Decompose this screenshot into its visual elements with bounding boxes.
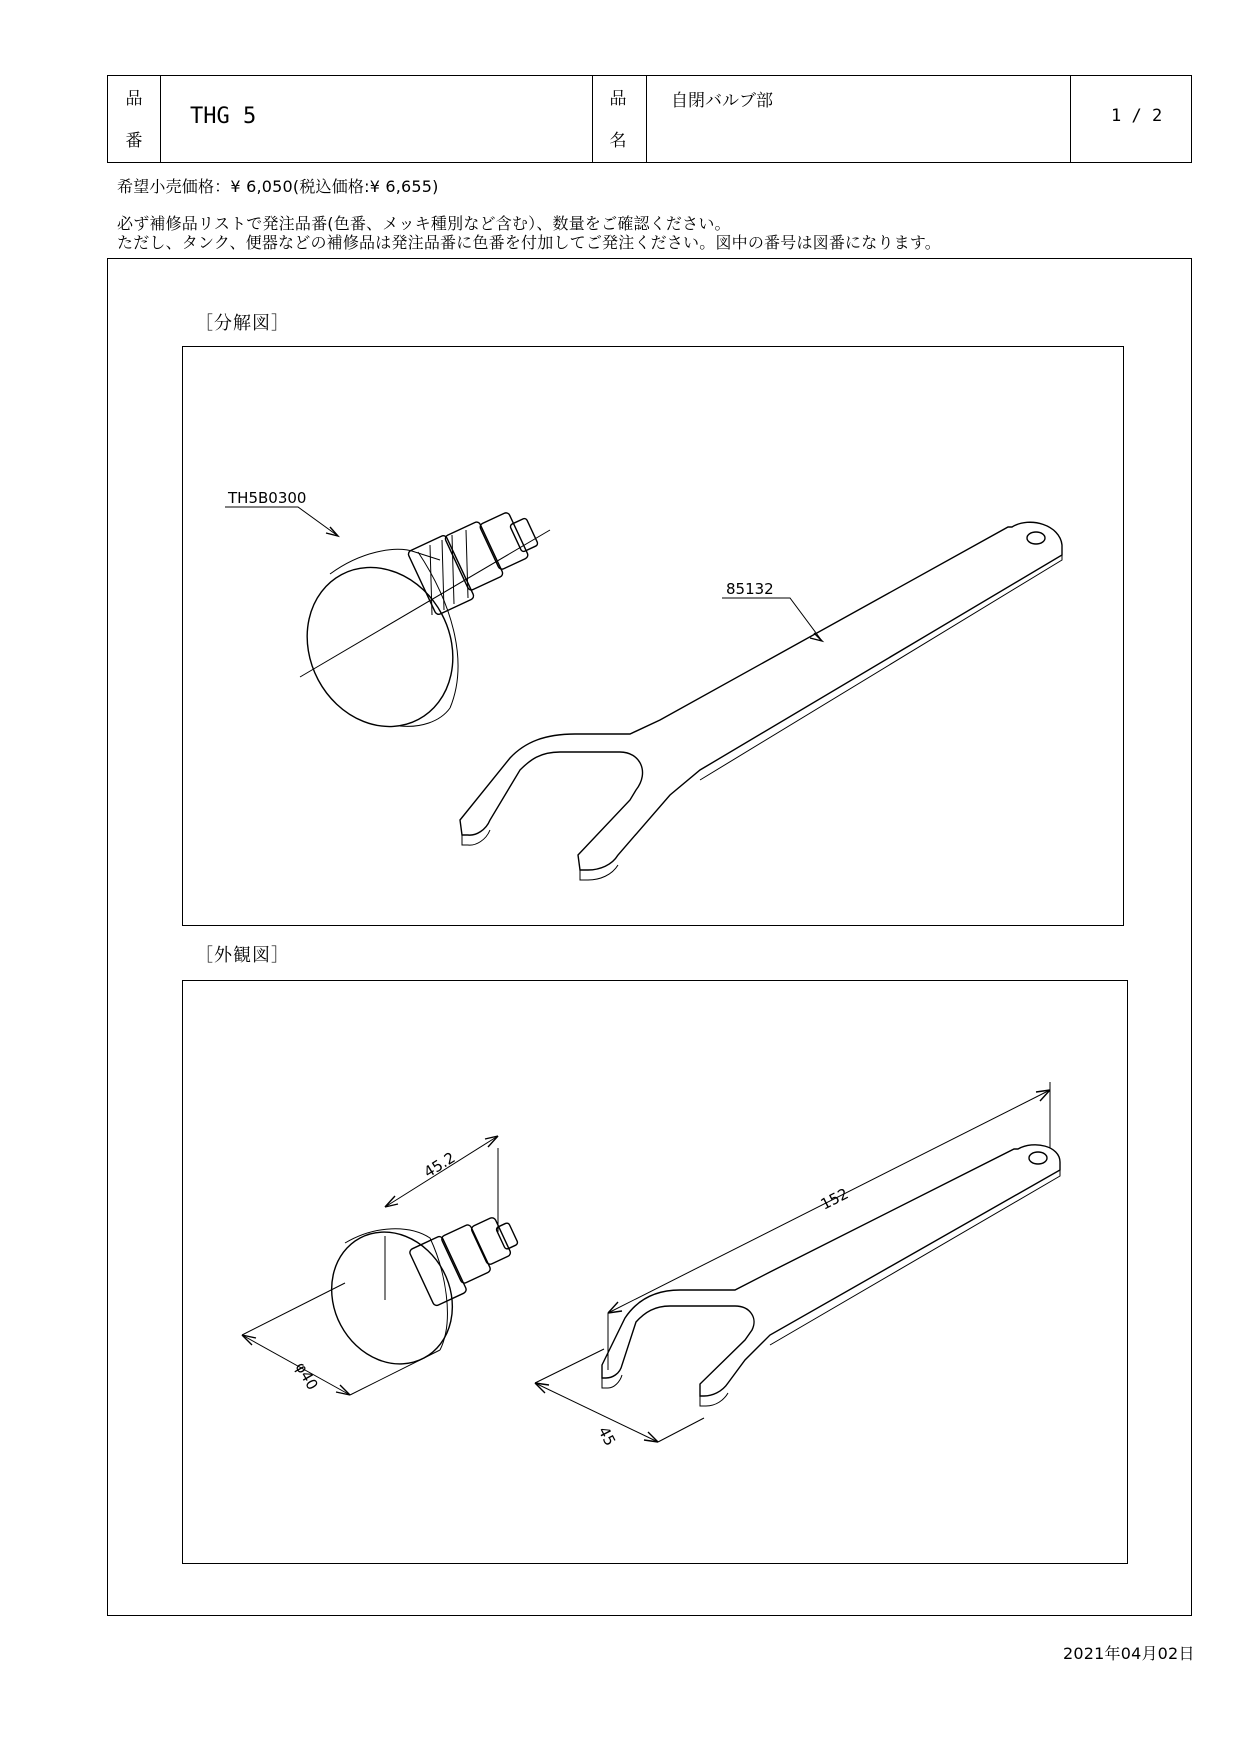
name-label-bottom: 名 <box>609 131 627 151</box>
exploded-view-title: ［分解図］ <box>195 313 290 334</box>
wrench-exploded <box>460 522 1062 880</box>
name-label-top: 品 <box>609 89 627 109</box>
part-name: 自閉バルブ部 <box>671 91 773 111</box>
valve-part-callout: TH5B0300 <box>228 489 307 507</box>
dim-wrench-width: 45 <box>594 1423 620 1449</box>
dim-wrench-length: 152 <box>817 1184 852 1214</box>
issue-date: 2021年04月02日 <box>1063 1644 1195 1663</box>
exterior-view-title: ［外観図］ <box>195 945 290 966</box>
part-number: THG 5 <box>190 104 257 129</box>
notice-line-1: 必ず補修品リストで発注品番(色番、メッキ種別など含む）、数量をご確認ください。 <box>117 214 731 233</box>
dim-valve-depth: 45.2 <box>420 1148 459 1182</box>
valve-exterior <box>242 1136 518 1395</box>
part-no-label-bottom: 番 <box>125 131 143 151</box>
part-no-label-top: 品 <box>125 89 143 109</box>
wrench-exterior <box>535 1082 1060 1442</box>
page-indicator: 1 / 2 <box>1111 106 1163 126</box>
notice-line-2: ただし、タンク、便器などの補修品は発注品番に色番を付加してご発注ください。図中の番号は図番になります。 <box>117 233 941 252</box>
valve-exploded <box>225 507 550 752</box>
price-line: 希望小売価格：¥ 6,050(税込価格:¥ 6,655) <box>117 177 439 196</box>
dim-valve-diameter: φ40 <box>291 1359 322 1394</box>
wrench-part-callout: 85132 <box>726 580 774 598</box>
